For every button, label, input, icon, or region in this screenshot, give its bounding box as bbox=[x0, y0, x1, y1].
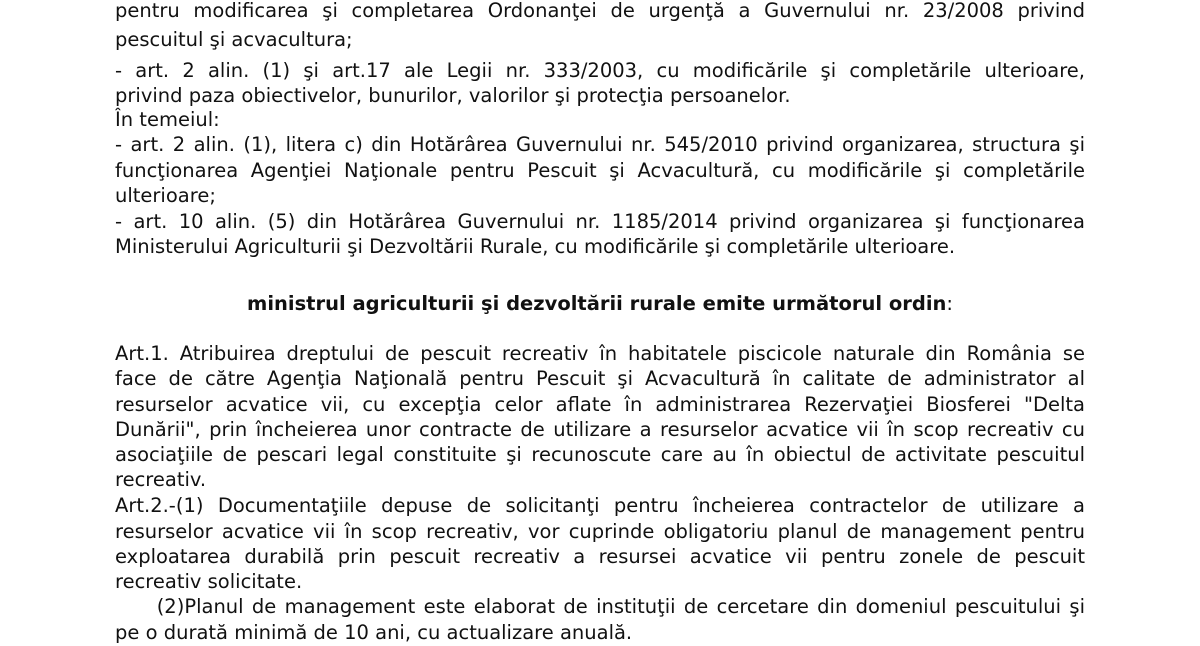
preamble-line-6: - art. 2 alin. (1), litera c) din Hotărârea Guvernului nr. 545/2010 privind organizarea, structura şi bbox=[115, 133, 1085, 156]
article-line-3: resurselor acvatice vii, cu excepţia celor aflate în administrarea Rezervaţiei Biosferei "Delta bbox=[115, 393, 1085, 416]
preamble-line-10: Ministerului Agriculturii şi Dezvoltării Rurale, cu modificările şi completările ulterioare. bbox=[115, 235, 956, 258]
order-heading bbox=[0, 291, 1200, 317]
cut-off-line-wrapper bbox=[115, 620, 1085, 644]
preamble-line-8: ulterioare; bbox=[115, 184, 216, 207]
preamble-line-9: - art. 10 alin. (5) din Hotărârea Guvernului nr. 1185/2014 privind organizarea şi funcţionarea bbox=[115, 210, 1085, 233]
preamble-line-4: privind paza obiectivelor, bunurilor, valorilor şi protecţia persoanelor. bbox=[115, 84, 791, 107]
article-line-9: exploatarea durabilă prin pescuit recreativ a resursei acvatice vii pentru zonele de pescuit bbox=[115, 545, 1085, 568]
article-line-10: recreativ solicitate. bbox=[115, 570, 303, 593]
article-line-6: recreativ. bbox=[115, 468, 207, 491]
cut-off-line: pe o durată minimă de 10 ani, cu actualizare anuală. bbox=[115, 621, 633, 644]
preamble-line-2: pescuitul şi acvacultura; bbox=[115, 28, 353, 51]
order-heading-text: ministrul agriculturii şi dezvoltării rurale emite următorul ordin bbox=[247, 292, 947, 315]
order-heading-colon: : bbox=[946, 292, 953, 315]
article-line-8: resurselor acvatice vii în scop recreativ, vor cuprinde obligatoriu planul de management pentru bbox=[115, 520, 1085, 543]
article-line-11: (2)Planul de management este elaborat de instituţii de cercetare din domeniul pescuitului şi bbox=[115, 595, 1085, 618]
article-line-1: Art.1. Atribuirea dreptului de pescuit recreativ în habitatele piscicole naturale din România se bbox=[115, 342, 1085, 365]
preamble-line-3: - art. 2 alin. (1) şi art.17 ale Legii nr. 333/2003, cu modificările şi completările ulterioare, bbox=[115, 59, 1085, 82]
preamble-line-5: În temeiul: bbox=[115, 108, 220, 131]
article-line-4: Dunării", prin încheierea unor contracte de utilizare a resurselor acvatice vii în scop recreativ cu bbox=[115, 418, 1085, 441]
preamble-line-1: pentru modificarea şi completarea Ordonanţei de urgenţă a Guvernului nr. 23/2008 privind bbox=[115, 0, 1085, 22]
article-line-5: asociaţiile de pescari legal constituite şi recunoscute care au în obiectul de activitate pescuitul bbox=[115, 443, 1085, 466]
article-line-2: face de către Agenţia Naţională pentru Pescuit şi Acvacultură în calitate de administrator al bbox=[115, 367, 1085, 390]
preamble-line-7: funcţionarea Agenţiei Naţionale pentru Pescuit şi Acvacultură, cu modificările şi completările bbox=[115, 159, 1085, 182]
article-line-7: Art.2.-(1) Documentaţiile depuse de solicitanţi pentru încheierea contractelor de utilizare a bbox=[115, 494, 1085, 517]
